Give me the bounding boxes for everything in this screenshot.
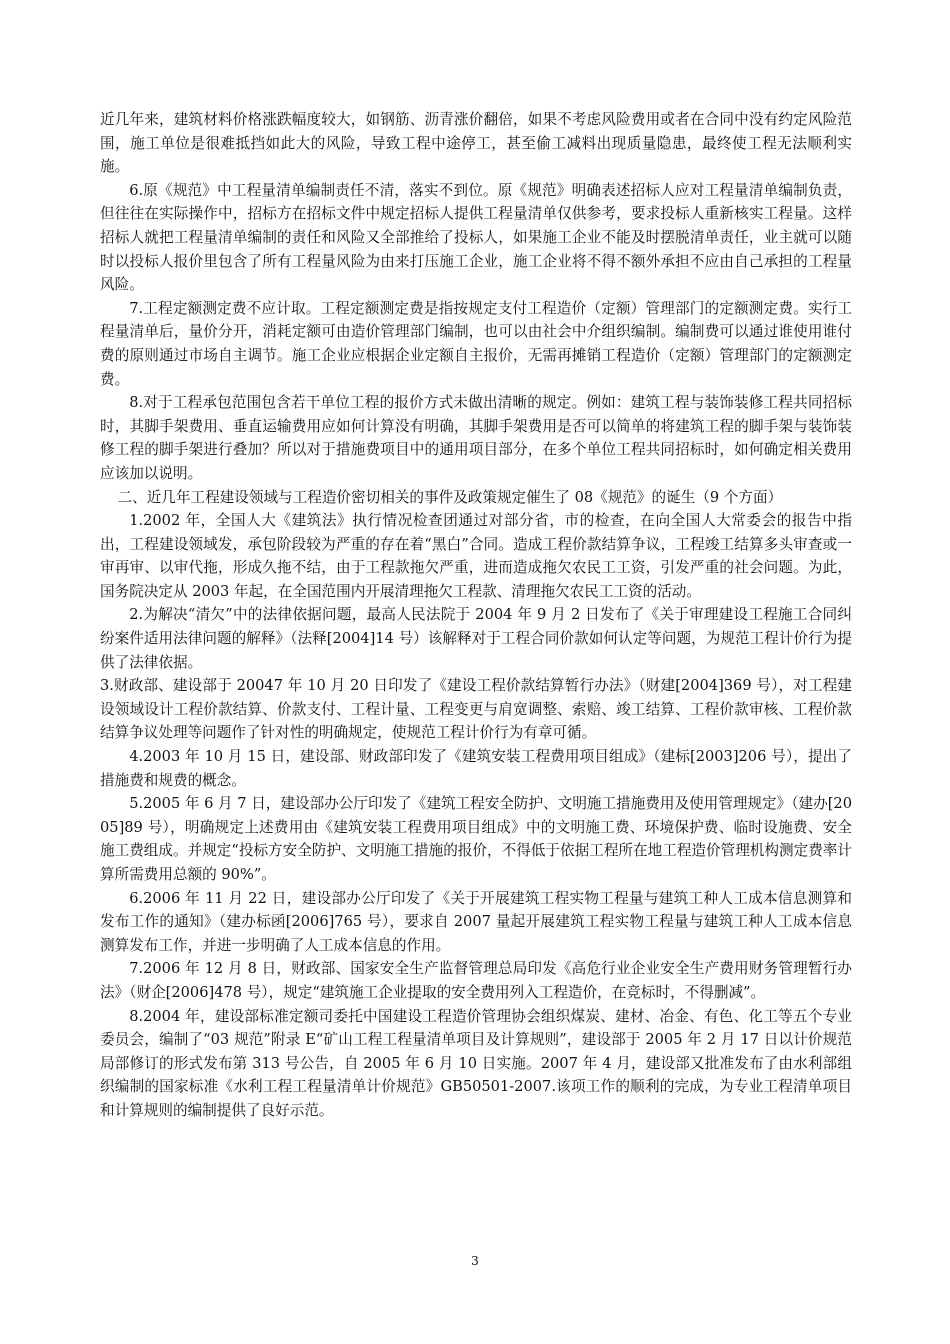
paragraph-event-5-2005: 5.2005 年 6 月 7 日，建设部办公厅印发了《建筑工程安全防护、文明施工措施费用及使用管理规定》（建办[2005]89 号），明确规定上述费用由《建筑安装工程费用项目组成》中的文明施工费、环境保护费、临时设施费、安全施工费组成。并规定“投标方安全防护、文明施工措施的报价，不得低于依据工程所在地工程造价管理机构测定费率计算所需费用总额的 90%”。 — [100, 795, 852, 883]
paragraph-event-8-2004: 8.2004 年，建设部标准定额司委托中国建设工程造价管理协会组织煤炭、建材、冶金、有色、化工等五个专业委员会，编制了“03 规范”附录 E“矿山工程工程量清单项目及计算规则”，建设部于 2005 年 2 月 17 日以计价规范局部修订的形式发布第 313 号公告，自 2005 年 6 月 10 日实施。2007 年 4 月，建设部又批准发布了由水利部组织编制的国家标准《水利工程工程量清单计价规范》GB50501-2007.该项工作的顺利的完成，为专业工程清单项目和计算规则的编制提供了良好示范。 — [100, 1007, 852, 1119]
section-heading-two: 二、近几年工程建设领域与工程造价密切相关的事件及政策规定催生了 08《规范》的诞生（9 个方面） — [117, 488, 783, 506]
paragraph-event-1-2002: 1.2002 年，全国人大《建筑法》执行情况检查团通过对部分省，市的检查，在向全国人大常委会的报告中指出，工程建设领域发，承包阶段较为严重的存在着“黑白”合同。造成工程价款结算争议，工程竣工结算多头审查或一审再审、以审代拖，形成久拖不结，由于工程款拖欠严重，进而造成拖欠农民工工资，引发严重的社会问题。为此，国务院决定从 2003 年起，在全国范围内开展清理拖欠工程款、清理拖欠农民工工资的活动。 — [100, 512, 852, 600]
paragraph-risk-continuation: 近几年来，建筑材料价格涨跌幅度较大，如钢筋、沥青涨价翻倍，如果不考虑风险费用或者在合同中没有约定风险范围，施工单位是很难抵挡如此大的风险，导致工程中途停工，甚至偷工减料出现质量隐患，最终使工程无法顺利实施。 — [100, 111, 852, 176]
paragraph-item-7-quota-fee: 7.工程定额测定费不应计取。工程定额测定费是指按规定支付工程造价（定额）管理部门的定额测定费。实行工程量清单后，量价分开，消耗定额可由造价管理部门编制，也可以由社会中介组织编制。编制费可以通过谁使用谁付费的原则通过市场自主调节。施工企业应根据企业定额自主报价，无需再摊销工程造价（定额）管理部门的定额测定费。 — [100, 299, 852, 388]
paragraph-event-6-2006: 6.2006 年 11 月 22 日，建设部办公厅印发了《关于开展建筑工程实物工程量与建筑工种人工成本信息测算和发布工作的通知》（建办标函[2006]765 号），要求自 2007 量起开展建筑工程实物工程量与建筑工种人工成本信息测算发布工作，并进一步明确了人工成本信息的作用。 — [100, 889, 852, 954]
paragraph-event-4-2003: 4.2003 年 10 月 15 日，建设部、财政部印发了《建筑安装工程费用项目组成》（建标[2003]206 号），提出了措施费和规费的概念。 — [100, 748, 852, 789]
paragraph-event-2-court-interpretation: 2.为解决“清欠”中的法律依据问题，最高人民法院于 2004 年 9 月 2 日发布了《关于审理建设工程施工合同纠纷案件适用法律问题的解释》（法释[2004]14 号）该解释对于工程合同价款如何认定等问题，为规范工程计价行为提供了法律依据。 — [100, 606, 852, 671]
paragraph-item-6-quantity-responsibility: 6.原《规范》中工程量清单编制责任不清，落实不到位。原《规范》明确表述招标人应对工程量清单编制负责，但往往在实际操作中，招标方在招标文件中规定招标人提供工程量清单仅供参考，要求投标人重新核实工程量。这样招标人就把工程量清单编制的责任和风险又全部推给了投标人，如果施工企业不能及时摆脱清单责任，业主就可以随时以投标人报价里包含了所有工程量风险为由来打压施工企业，施工企业将不得不额外承担不应由自己承担的工程量风险。 — [100, 181, 852, 294]
document-page — [100, 108, 852, 1123]
paragraph-item-8-contract-scope: 8.对于工程承包范围包含若干单位工程的报价方式未做出清晰的规定。例如：建筑工程与装饰装修工程共同招标时，其脚手架费用、垂直运输费用应如何计算没有明确，其脚手架费用是否可以简单的将建筑工程的脚手架与装饰装修工程的脚手架进行叠加？所以对于措施费项目中的通用项目部分，在多个单位工程共同招标时，如何确定相关费用应该加以说明。 — [100, 394, 852, 482]
paragraph-event-3-settlement-measures: 3.财政部、建设部于 20047 年 10 月 20 日印发了《建设工程价款结算暂行办法》（财建[2004]369 号），对工程建设领域设计工程价款结算、价款支付、工程计量、工程变更与肩宽调整、索赔、竣工结算、工程价款审核、工程价款结算争议处理等问题作了针对性的明确规定，使规范工程计价行为有章可循。 — [100, 677, 852, 742]
page-number: 3 — [471, 1254, 479, 1268]
paragraph-event-7-2006: 7.2006 年 12 月 8 日，财政部、国家安全生产监督管理总局印发《高危行业企业安全生产费用财务管理暂行办法》（财企[2006]478 号），规定“建筑施工企业提取的安全费用列入工程造价，在竞标时，不得删减”。 — [100, 960, 852, 1001]
